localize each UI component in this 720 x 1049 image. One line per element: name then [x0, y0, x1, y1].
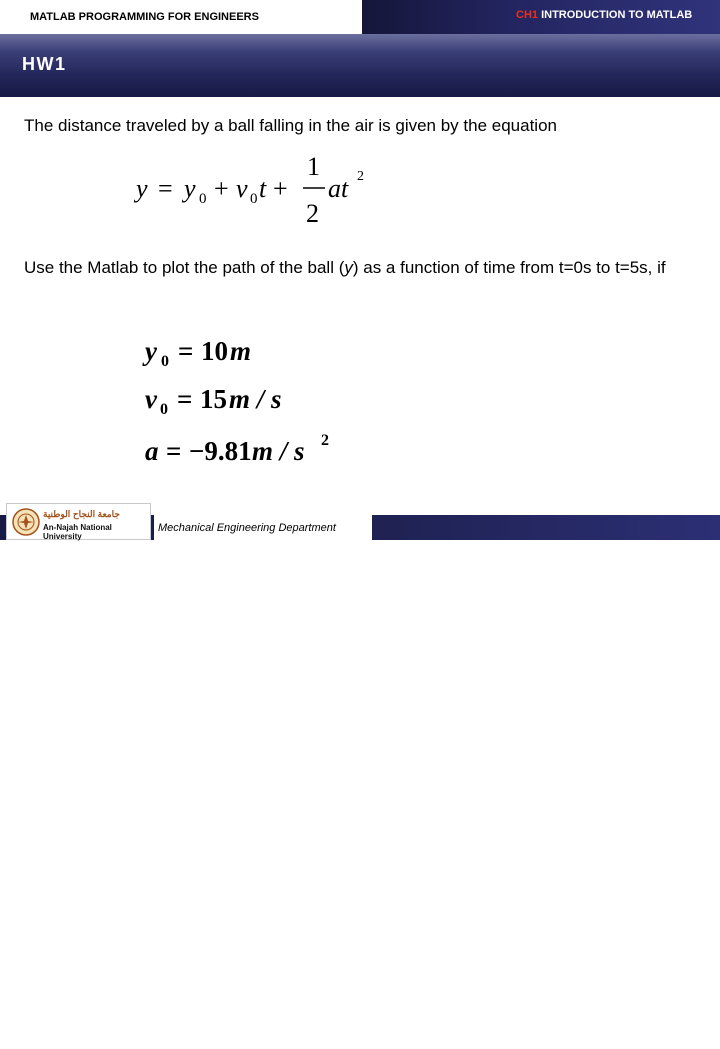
given-v-sub: 0 [160, 401, 168, 418]
eq-y-sub: 0 [199, 191, 207, 207]
given-a-unit: m / s [252, 436, 305, 466]
university-seal-icon [12, 508, 40, 536]
given-v-var: v [145, 384, 157, 414]
given-v-eq: = [177, 384, 193, 414]
eq-y: y [184, 174, 196, 203]
intro-text: The distance traveled by a ball falling in the air is given by the equation [24, 116, 557, 135]
chapter-heading [362, 0, 720, 34]
eq-lhs: y [136, 174, 148, 203]
given-values [140, 332, 360, 472]
eq-at: at [328, 174, 349, 203]
title-band [0, 34, 720, 97]
given-v-value: 15 [200, 384, 227, 414]
page-number: 21 [690, 1037, 703, 1049]
given-a [145, 432, 329, 466]
course-title: MATLAB PROGRAMMING FOR ENGINEERS [0, 0, 362, 34]
slide-title: HW1 [22, 54, 67, 74]
instruction-after: ) as a function of time from t=0s to t=5s, if [352, 258, 666, 277]
chapter-title: INTRODUCTION TO MATLAB [541, 9, 693, 21]
instruction-before: Use the Matlab to plot the path of the ball ( [24, 258, 345, 277]
given-a-eq: = [166, 436, 182, 466]
eq-v-sub: 0 [250, 191, 258, 207]
eq-squared: 2 [357, 169, 364, 184]
eq-plus1: + [214, 174, 229, 203]
eq-plus2: + [273, 174, 288, 203]
given-v-unit: m / s [229, 384, 282, 414]
instruction-var: y [344, 258, 353, 277]
given-y-var: y [145, 336, 157, 366]
given-a-sup: 2 [321, 432, 329, 449]
eq-v: v [236, 174, 248, 203]
given-y-eq: = [178, 336, 194, 366]
university-logo [6, 503, 151, 540]
given-y-unit: m [230, 336, 252, 366]
given-v0 [145, 384, 282, 418]
header-bar [0, 0, 720, 34]
given-a-value: −9.81 [189, 436, 252, 466]
eq-t: t [259, 174, 267, 203]
given-a-var: a [145, 436, 159, 466]
distance-equation [136, 154, 376, 230]
chapter-label: CH1 [516, 9, 539, 21]
given-y-sub: 0 [161, 353, 169, 370]
given-y0 [142, 336, 251, 370]
university-name-arabic: جامعة النجاح الوطنية [43, 509, 120, 519]
university-name-english: An-Najah National University [43, 523, 112, 541]
frac-numerator: 1 [307, 152, 320, 181]
given-y-value: 10 [201, 336, 228, 366]
eq-equals: = [158, 174, 173, 203]
instruction-text [24, 257, 714, 278]
department-name: Mechanical Engineering Department [154, 515, 372, 540]
frac-denominator: 2 [306, 199, 319, 228]
